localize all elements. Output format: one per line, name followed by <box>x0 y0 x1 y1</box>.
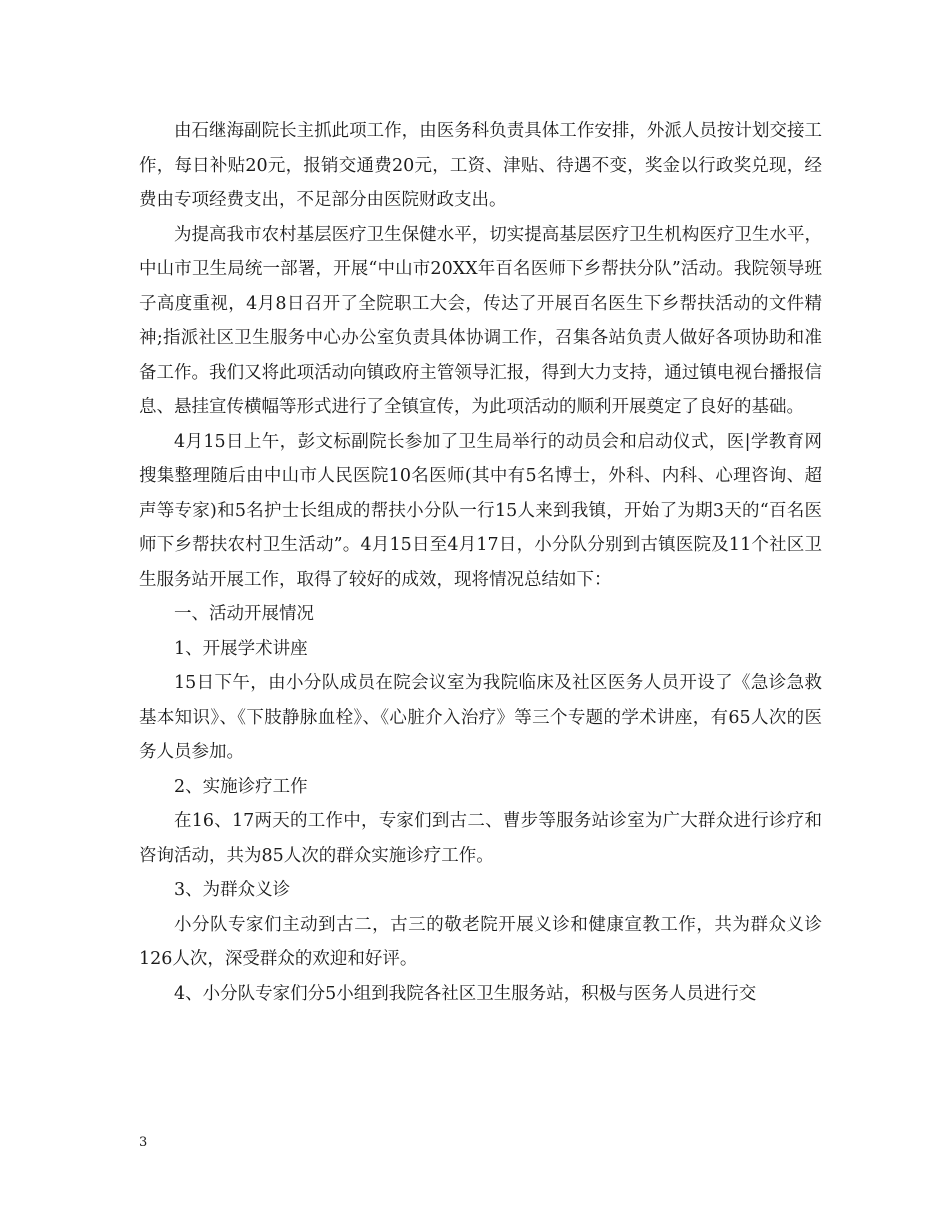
document-body <box>139 114 822 1011</box>
subheading-diagnosis: 2、实施诊疗工作 <box>174 776 308 797</box>
paragraph-lectures: 15日下午，由小分队成员在院会议室为我院临床及社区医务人员开设了《急诊急救基本知识》、《下肢静脉血栓》、《心脏介入治疗》等三个专题的学术讲座，有65人次的医务人员参加。 <box>139 673 822 762</box>
paragraph-free-clinic: 小分队专家们主动到古二，古三的敬老院开展义诊和健康宣教工作，共为群众义诊126人次，深受群众的欢迎和好评。 <box>139 914 822 969</box>
paragraph-exchange: 4、小分队专家们分5小组到我院各社区卫生服务站，积极与医务人员进行交 <box>174 983 757 1004</box>
subheading-lectures: 1、开展学术讲座 <box>174 638 308 659</box>
subheading-free-clinic: 3、为群众义诊 <box>174 880 291 900</box>
paragraph-launch: 4月15日上午，彭文标副院长参加了卫生局举行的动员会和启动仪式，医|学教育网搜集整理随后由中山市人民医院10名医师(其中有5名博士，外科、内科、心理咨询、超声等专家)和5名护士长组成的帮扶小分队一行15人来到我镇，开始了为期3天的“百名医师下乡帮扶农村卫生活动”。4月15日至4月17日，小分队分别到古镇医院及11个社区卫生服务站开展工作，取得了较好的成效，现将情况总结如下： <box>139 431 822 590</box>
paragraph-background: 为提高我市农村基层医疗卫生保健水平，切实提高基层医疗卫生机构医疗卫生水平，中山市卫生局统一部署，开展“中山市20XX年百名医师下乡帮扶分队”活动。我院领导班子高度重视，4月8日召开了全院职工大会，传达了开展百名医生下乡帮扶活动的文件精神;指派社区卫生服务中心办公室负责具体协调工作，召集各站负责人做好各项协助和准备工作。我们又将此项活动向镇政府主管领导汇报，得到大力支持，通过镇电视台播报信息、悬挂宣传横幅等形式进行了全镇宣传，为此项活动的顺利开展奠定了良好的基础。 <box>139 224 822 417</box>
page-number: 3 <box>139 1135 148 1150</box>
section-heading-activities: 一、活动开展情况 <box>174 604 314 624</box>
paragraph-arrangement: 由石继海副院长主抓此项工作，由医务科负责具体工作安排，外派人员按计划交接工作，每日补贴20元，报销交通费20元，工资、津贴、待遇不变，奖金以行政奖兑现，经费由专项经费支出，不足部分由医院财政支出。 <box>139 121 822 210</box>
paragraph-diagnosis: 在16、17两天的工作中，专家们到古二、曹步等服务站诊室为广大群众进行诊疗和咨询活动，共为85人次的群众实施诊疗工作。 <box>139 811 822 866</box>
